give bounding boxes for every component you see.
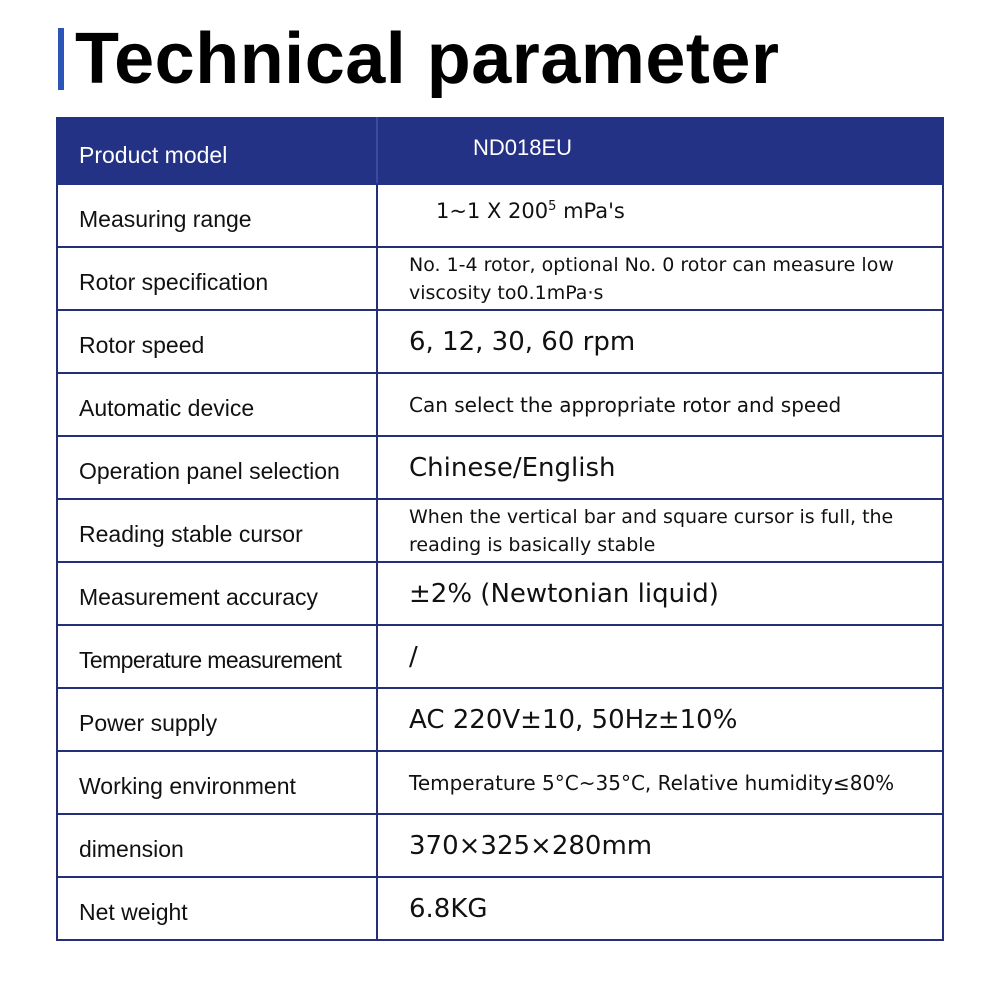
row-label: Reading stable cursor	[79, 521, 303, 547]
row-value	[378, 197, 942, 235]
row-label-cell	[57, 436, 377, 499]
table-header-row	[57, 118, 943, 184]
row-value-cell	[377, 625, 943, 688]
row-value-cell	[377, 310, 943, 373]
header-label-cell	[57, 118, 377, 184]
row-value: 370×325×280mm	[409, 830, 653, 861]
table-row	[57, 436, 943, 499]
row-label-cell	[57, 310, 377, 373]
row-value: Chinese/English	[409, 452, 616, 483]
header-value-cell	[377, 118, 943, 184]
table-row	[57, 310, 943, 373]
range-prefix: 1~1 X 200	[436, 198, 549, 223]
row-label-cell	[57, 184, 377, 247]
row-value-cell	[377, 877, 943, 940]
table-row	[57, 877, 943, 940]
row-label: Measurement accuracy	[79, 584, 319, 610]
row-label: Automatic device	[79, 395, 255, 421]
row-label-cell	[57, 877, 377, 940]
row-value-cell	[377, 247, 943, 310]
row-value: AC 220V±10, 50Hz±10%	[409, 704, 738, 735]
table-row	[57, 814, 943, 877]
row-label: Operation panel selection	[79, 458, 340, 484]
row-label: dimension	[79, 836, 184, 862]
row-label-cell	[57, 814, 377, 877]
row-value-cell	[377, 562, 943, 625]
row-label-cell	[57, 499, 377, 562]
row-label-cell	[57, 751, 377, 814]
table-row	[57, 499, 943, 562]
header-value: ND018EU	[473, 135, 573, 160]
row-value-cell	[377, 436, 943, 499]
table-row	[57, 562, 943, 625]
row-value-cell	[377, 373, 943, 436]
range-exponent: 5	[548, 198, 557, 214]
row-value-cell	[377, 751, 943, 814]
title-accent-bar	[58, 28, 64, 90]
table-row	[57, 688, 943, 751]
row-label-cell	[57, 625, 377, 688]
row-label: Rotor speed	[79, 332, 205, 358]
row-label-cell	[57, 247, 377, 310]
row-label-cell	[57, 688, 377, 751]
row-value: Temperature 5°C~35°C, Relative humidity≤80%	[409, 770, 895, 795]
row-value-cell	[377, 688, 943, 751]
header-label: Product model	[79, 141, 228, 168]
range-suffix: mPa's	[556, 198, 625, 223]
row-label: Temperature measurement	[79, 647, 342, 673]
row-value-cell	[377, 499, 943, 562]
table-row	[57, 751, 943, 814]
table-row	[57, 184, 943, 247]
table-row	[57, 625, 943, 688]
row-value: When the vertical bar and square cursor is full, the reading is basically stable	[409, 505, 894, 556]
row-value: ±2% (Newtonian liquid)	[409, 578, 719, 609]
parameter-table	[56, 117, 944, 941]
row-value: 6, 12, 30, 60 rpm	[409, 326, 636, 357]
row-value: /	[409, 641, 418, 672]
row-label: Measuring range	[79, 206, 252, 232]
row-label-cell	[57, 373, 377, 436]
row-label: Power supply	[79, 710, 218, 736]
row-value: 6.8KG	[409, 893, 488, 924]
row-label-cell	[57, 562, 377, 625]
row-label: Rotor specification	[79, 269, 269, 295]
row-label: Net weight	[79, 899, 188, 925]
page-title: Technical parameter	[75, 19, 780, 99]
row-value: No. 1-4 rotor, optional No. 0 rotor can measure low viscosity to0.1mPa·s	[409, 253, 894, 304]
row-value-cell	[377, 814, 943, 877]
row-value-cell	[377, 184, 943, 247]
row-label: Working environment	[79, 773, 296, 799]
table-row	[57, 247, 943, 310]
row-value: Can select the appropriate rotor and speed	[409, 392, 842, 417]
table-row	[57, 373, 943, 436]
